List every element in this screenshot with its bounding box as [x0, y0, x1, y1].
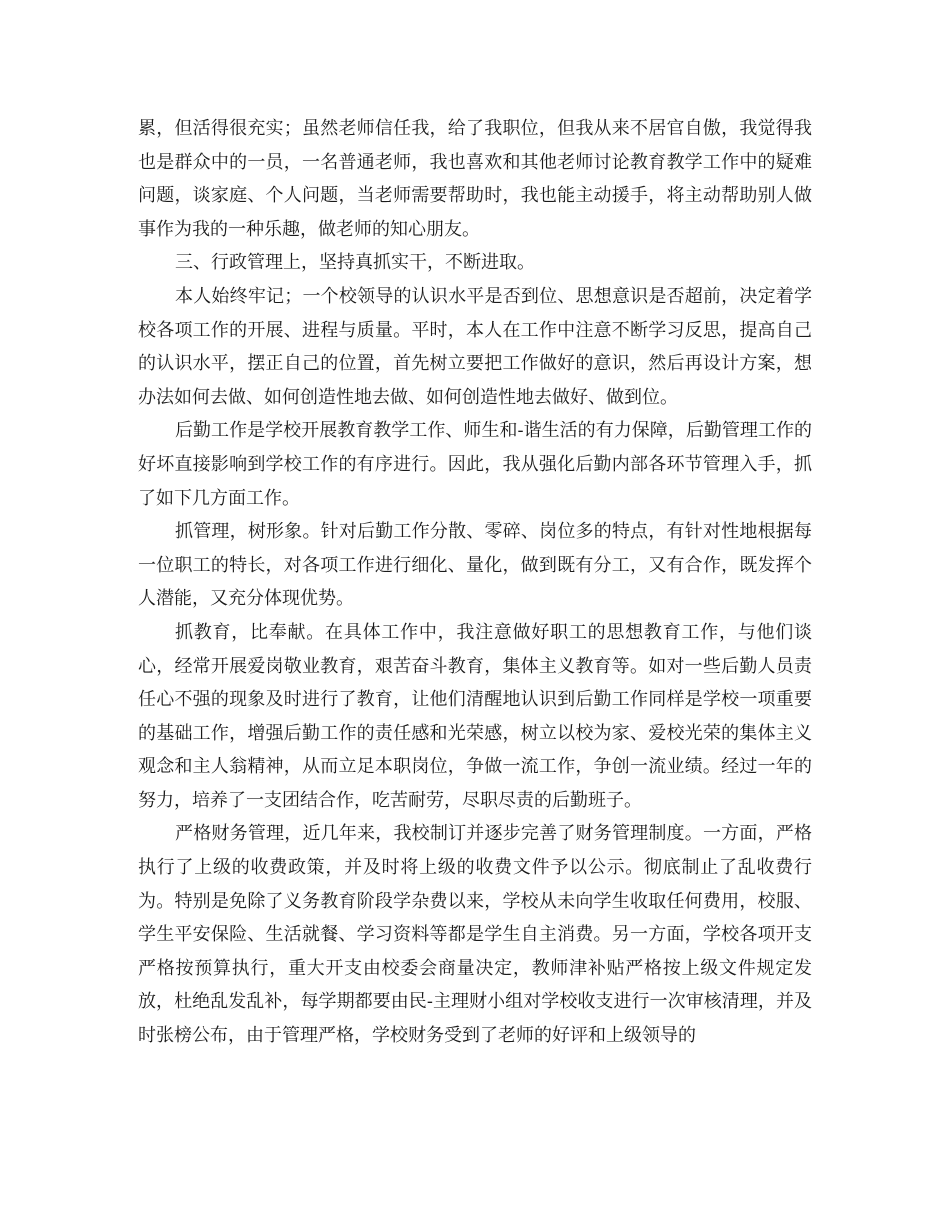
paragraph-management-image: 抓管理，树形象。针对后勤工作分散、零碎、岗位多的特点，有针对性地根据每一位职工的特长，对各项工作进行细化、量化，做到既有分工，又有合作，既发挥个人潜能，又充分体现优势。 [138, 521, 812, 610]
document-body [138, 112, 812, 1053]
paragraph-leadership-awareness: 本人始终牢记；一个校领导的认识水平是否到位、思想意识是否超前，决定着学校各项工作的开展、进程与质量。平时，本人在工作中注意不断学习反思，提高自己的认识水平，摆正自己的位置，首先树立要把工作做好的意识，然后再设计方案，想办法如何去做、如何创造性地去做、如何创造性地去做好、做到位。 [138, 285, 812, 408]
paragraph-education-dedication: 抓教育，比奉献。在具体工作中，我注意做好职工的思想教育工作，与他们谈心，经常开展爱岗敬业教育，艰苦奋斗教育，集体主义教育等。如对一些后勤人员责任心不强的现象及时进行了教育，让他们清醒地认识到后勤工作同样是学校一项重要的基础工作，增强后勤工作的责任感和光荣感，树立以校为家、爱校光荣的集体主义观念和主人翁精神，从而立足本职岗位，争做一流工作，争创一流业绩。经过一年的努力，培养了一支团结合作，吃苦耐劳，尽职尽责的后勤班子。 [138, 621, 812, 811]
paragraph-financial-management: 严格财务管理，近几年来，我校制订并逐步完善了财务管理制度。一方面，严格执行了上级的收费政策，并及时将上级的收费文件予以公示。彻底制止了乱收费行为。特别是免除了义务教育阶段学杂费以来，学校从未向学生收取任何费用，校服、学生平安保险、生活就餐、学习资料等都是学生自主消费。另一方面，学校各项开支严格按预算执行，重大开支由校委会商量决定，教师津补贴严格按上级文件规定发放，杜绝乱发乱补，每学期都要由民-主理财小组对学校收支进行一次审核清理，并及时张榜公布，由于管理严格，学校财务受到了老师的好评和上级领导的 [138, 823, 812, 1047]
paragraph-section-heading-administration: 三、行政管理上，坚持真抓实干，不断进取。 [175, 252, 535, 274]
paragraph-intro-continuation: 累，但活得很充实；虽然老师信任我，给了我职位，但我从来不居官自傲，我觉得我也是群众中的一员，一名普通老师，我也喜欢和其他老师讨论教育教学工作中的疑难问题，谈家庭、个人问题，当老师需要帮助时，我也能主动援手，将主动帮助别人做事作为我的一种乐趣，做老师的知心朋友。 [138, 118, 812, 240]
paragraph-logistics-overview: 后勤工作是学校开展教育教学工作、师生和-谐生活的有力保障，后勤管理工作的好坏直接影响到学校工作的有序进行。因此，我从强化后勤内部各环节管理入手，抓了如下几方面工作。 [138, 420, 812, 509]
